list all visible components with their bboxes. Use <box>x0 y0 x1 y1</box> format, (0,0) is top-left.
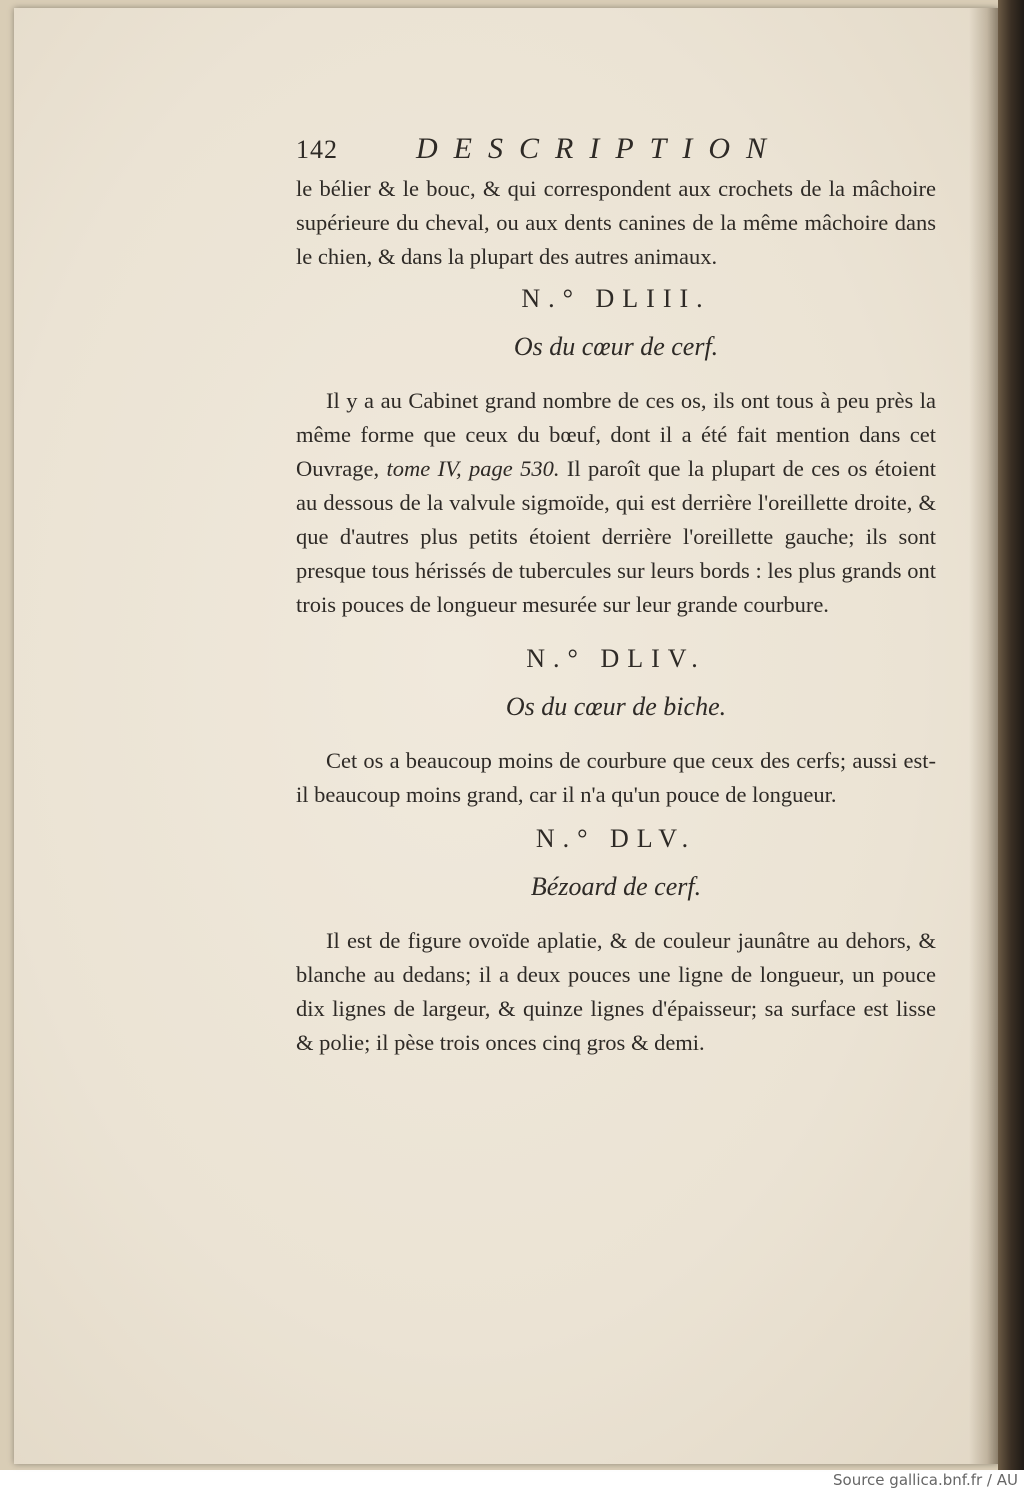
page-edge-shadow <box>969 8 999 1464</box>
entry-text-553-part2: Il paroît que la plupart de ces os étoient au dessous de la valvule sigmoïde, qui est derrière l'oreillette droite, & que d'autres plus petits étoient derrière l'oreillette gauche; ils sont presque tous hérissés de tubercules sur leurs bords : les plus grands ont trois pouces de longueur mesurée sur leur grande courbure. <box>296 456 936 617</box>
entry-number-553: N.° DLIII. <box>521 284 711 313</box>
entry-text-553-part1: Il y a au Cabinet grand nombre de ces os, ils ont tous à peu près la même forme que ceux du bœuf, dont il a été fait mention dans cet Ouvrage, <box>296 388 936 481</box>
entry-title-553: Os du cœur de cerf. <box>513 332 719 361</box>
page-number: 142 <box>296 135 338 164</box>
volume-reference: tome IV, page 530. <box>386 456 560 481</box>
source-credit: Source gallica.bnf.fr / AU <box>833 1471 1018 1489</box>
entry-title-555: Bézoard de cerf. <box>530 872 702 901</box>
entry-text-555: Il est de figure ovoïde aplatie, & de couleur jaunâtre au dehors, & blanche au dedans; il a deux pouces une ligne de longueur, un pouce dix lignes de largeur, & quinze lignes d'épaisseur; sa surface est lisse & polie; il pèse trois onces cinq gros & demi. <box>296 928 936 1055</box>
continuation-paragraph: le bélier & le bouc, & qui correspondent aux crochets de la mâchoire supérieure du cheval, ou aux dents canines de la même mâchoire dans le chien, & dans la plupart des autres animaux. <box>296 176 936 269</box>
running-head <box>296 132 936 172</box>
entry-text-553 <box>296 384 936 622</box>
text-block <box>296 132 936 1060</box>
entry-text-554: Cet os a beaucoup moins de courbure que ceux des cerfs; aussi est-il beaucoup moins grand, car il n'a qu'un pouce de longueur. <box>296 748 936 807</box>
running-title: DESCRIPTION <box>416 132 782 165</box>
entry-number-554: N.° DLIV. <box>526 644 706 673</box>
entry-title-554: Os du cœur de biche. <box>505 692 727 721</box>
book-binding <box>998 0 1024 1470</box>
entry-number-555: N.° DLV. <box>535 824 697 853</box>
